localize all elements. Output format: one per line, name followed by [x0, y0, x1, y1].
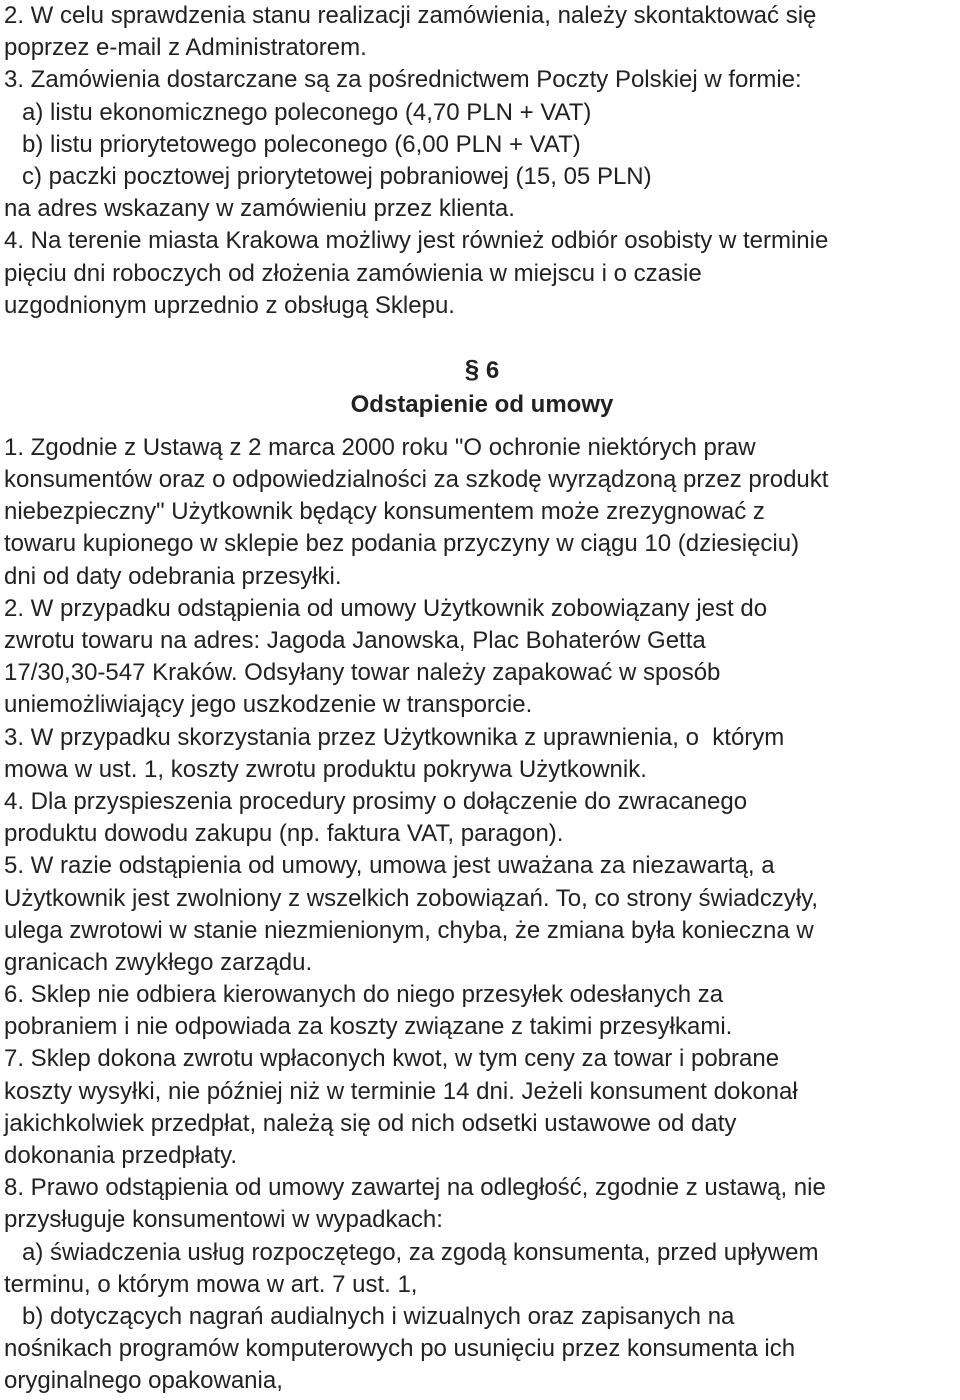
text-line: 2. W celu sprawdzenia stanu realizacji zamówienia, należy skontaktować się — [4, 2, 817, 29]
text-line: 17/30,30-547 Kraków. Odsyłany towar należy zapakować w sposób — [4, 659, 721, 687]
spacer — [4, 422, 960, 432]
section-sign: § — [464, 353, 480, 384]
text-line: jakichkolwiek przedpłat, należą się od nich odsetki ustawowe od daty — [4, 1109, 737, 1137]
text-line: koszty wysyłki, nie później niż w terminie 14 dni. Jeżeli konsument dokonał — [4, 1077, 798, 1105]
text-line: mowa w ust. 1, koszty zwrotu produktu pokrywa Użytkownik. — [4, 755, 647, 783]
text-line: 2. W przypadku odstąpienia od umowy Użytkownik zobowiązany jest do — [4, 594, 768, 622]
text-line: 8. Prawo odstąpienia od umowy zawartej na odległość, zgodnie z ustawą, nie — [4, 1174, 826, 1202]
text-line: granicach zwykłego zarządu. — [4, 948, 313, 976]
list-item: b) dotyczących nagrań audialnych i wizualnych oraz zapisanych na — [22, 1302, 735, 1330]
text-line: pobraniem i nie odpowiada za koszty związane z takimi przesyłkami. — [4, 1013, 733, 1041]
text-line: dni od daty odebrania przesyłki. — [4, 562, 342, 590]
text-line: uzgodnionym uprzednio z obsługą Sklepu. — [4, 291, 455, 319]
text-line: niebezpieczny" Użytkownik będący konsumentem może zrezygnować z — [4, 498, 765, 526]
text-line: 7. Sklep dokona zwrotu wpłaconych kwot, w tym ceny za towar i pobrane — [4, 1045, 780, 1073]
text-line: 6. Sklep nie odbiera kierowanych do niego przesyłek odesłanych za — [4, 981, 724, 1009]
document-page — [4, 0, 960, 1398]
text-line: przysługuje konsumentowi w wypadkach: — [4, 1206, 443, 1234]
text-line: terminu, o którym mowa w art. 7 ust. 1, — [4, 1270, 418, 1298]
text-line: poprzez e-mail z Administratorem. — [4, 34, 367, 62]
list-item: b) listu priorytetowego poleconego (6,00 PLN + VAT) — [22, 130, 581, 158]
spacer — [4, 322, 960, 352]
text-line: 4. Dla przyspieszenia procedury prosimy o dołączenie do zwracanego — [4, 787, 748, 815]
text-line: nośnikach programów komputerowych po usunięciu przez konsumenta ich — [4, 1335, 796, 1363]
text-line: towaru kupionego w sklepie bez podania przyczyny w ciągu 10 (dziesięciu) — [4, 530, 800, 558]
text-line: ulega zwrotowi w stanie niezmienionym, chyba, że zmiana była konieczna w — [4, 916, 814, 944]
text-line: dokonania przedpłaty. — [4, 1142, 238, 1169]
section-title: Odstapienie od umowy — [350, 390, 614, 418]
text-line: uniemożliwiający jego uszkodzenie w transporcie. — [4, 691, 533, 719]
text-line: konsumentów oraz o odpowiedzialności za szkodę wyrządzoną przez produkt — [4, 466, 829, 494]
text-line: 4. Na terenie miasta Krakowa możliwy jest również odbiór osobisty w terminie — [4, 227, 829, 255]
section-number-value: 6 — [485, 356, 500, 384]
text-line: oryginalnego opakowania, — [4, 1367, 283, 1395]
list-item: a) listu ekonomicznego poleconego (4,70 PLN + VAT) — [22, 98, 592, 126]
text-line: 1. Zgodnie z Ustawą z 2 marca 2000 roku "O ochronie niektórych praw — [4, 433, 756, 461]
text-line: zwrotu towaru na adres: Jagoda Janowska, Plac Bohaterów Getta — [4, 627, 706, 654]
text-line: pięciu dni roboczych od złożenia zamówienia w miejscu i o czasie — [4, 259, 702, 287]
text-line: Użytkownik jest zwolniony z wszelkich zobowiązań. To, co strony świadczyły, — [4, 884, 819, 912]
section-number — [4, 352, 960, 388]
text-line: 5. W razie odstąpienia od umowy, umowa jest uważana za niezawartą, a — [4, 852, 775, 880]
text-line: 3. Zamówienia dostarczane są za pośrednictwem Poczty Polskiej w formie: — [4, 66, 802, 94]
text-line: produktu dowodu zakupu (np. faktura VAT, paragon). — [4, 820, 564, 848]
list-item: c) paczki pocztowej priorytetowej pobraniowej (15, 05 PLN) — [22, 162, 652, 190]
text-line: na adres wskazany w zamówieniu przez klienta. — [4, 195, 515, 223]
list-item: a) świadczenia usług rozpoczętego, za zgodą konsumenta, przed upływem — [22, 1238, 819, 1266]
text-line: 3. W przypadku skorzystania przez Użytkownika z uprawnienia, o którym — [4, 723, 785, 751]
